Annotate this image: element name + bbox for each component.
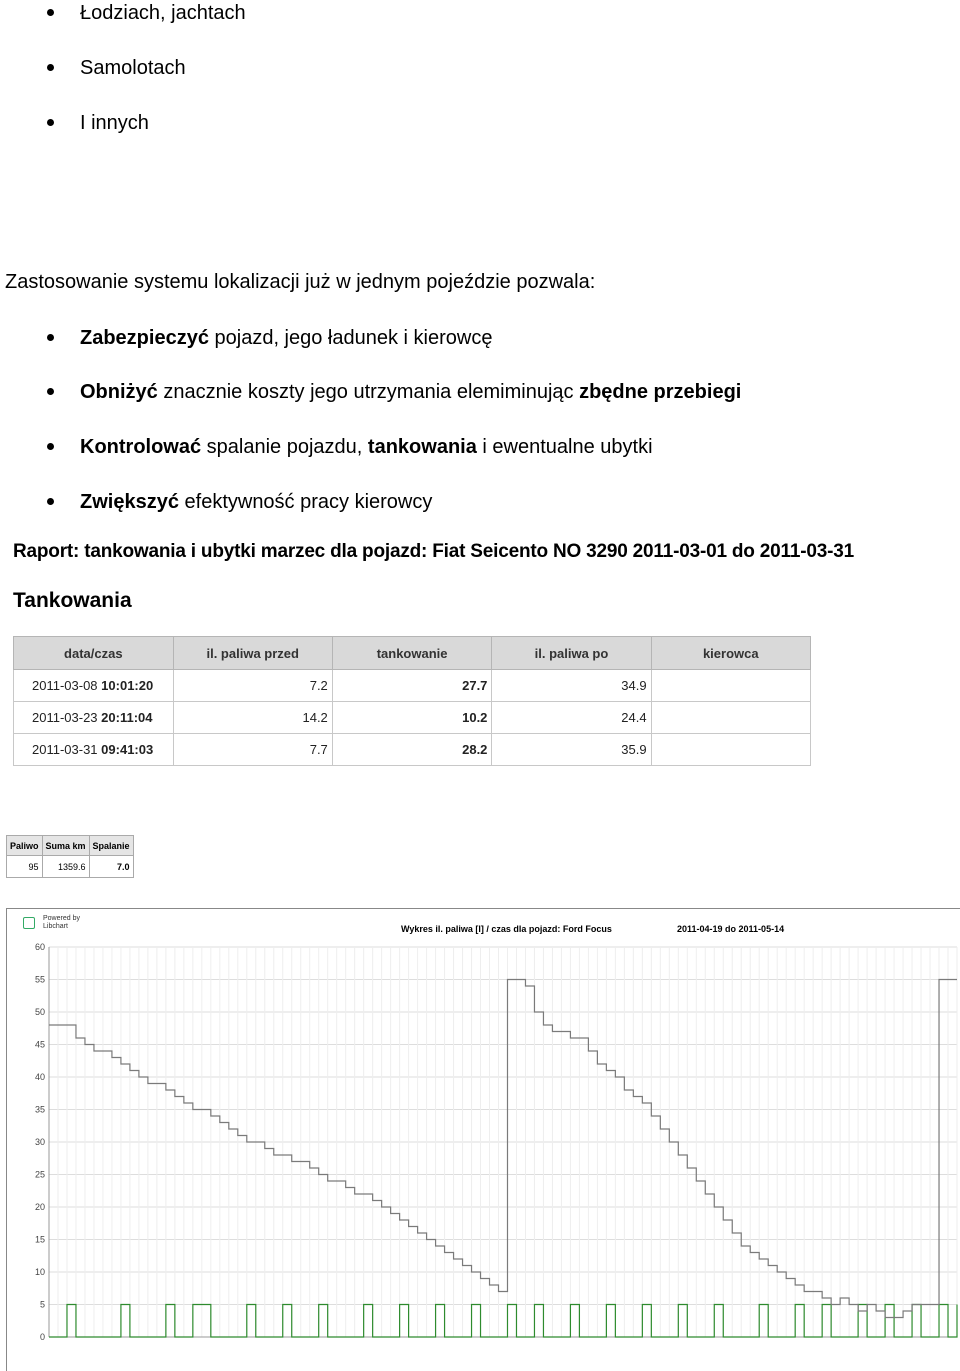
date: 2011-03-31 xyxy=(32,742,98,757)
summary-consumption-value: 7.0 xyxy=(117,861,130,872)
date-cell xyxy=(14,702,174,734)
intro-text: Zastosowanie systemu lokalizacji już w jednym pojeździe pozwala: xyxy=(5,271,596,293)
benefit-item xyxy=(80,326,492,350)
y-tick-label: 60 xyxy=(34,942,45,952)
benefit-text: pojazd, jego ładunek i kierowcę xyxy=(208,327,493,349)
series-line-refuel xyxy=(49,1305,957,1338)
benefit-item xyxy=(80,380,741,404)
y-tick-label: 25 xyxy=(34,1169,45,1180)
fuel-after-cell: 24.4 xyxy=(492,702,651,734)
y-tick-label: 30 xyxy=(34,1137,45,1147)
y-tick-label: 15 xyxy=(34,1234,45,1245)
column-header: tankowanie xyxy=(332,637,492,670)
summary-km: 1359.6 xyxy=(42,856,89,878)
benefit-verb: Zwiększyć xyxy=(80,491,179,513)
y-tick-label: 5 xyxy=(39,1299,45,1310)
driver-cell xyxy=(651,734,810,766)
series-line-fuel xyxy=(49,980,957,1318)
list-item: I innych xyxy=(80,112,149,134)
fuel-chart xyxy=(6,908,960,1371)
benefit-item xyxy=(80,490,432,514)
fuel-before-cell: 7.2 xyxy=(173,670,332,702)
refuel-cell xyxy=(332,702,492,734)
refuel-value: 28.2 xyxy=(462,742,488,757)
benefit-emphasis: zbędne przebiegi xyxy=(579,381,742,403)
report-title: Raport: tankowania i ubytki marzec dla pojazd: Fiat Seicento NO 3290 2011-03-01 do 2011-03-31 xyxy=(13,541,854,562)
chart-date-range: 2011-04-19 do 2011-05-14 xyxy=(677,924,785,934)
benefit-text-tail: i ewentualne ubytki xyxy=(476,436,653,458)
summary-row xyxy=(7,856,134,878)
column-header: data/czas xyxy=(14,637,174,670)
y-tick-label: 0 xyxy=(39,1332,45,1342)
benefit-item xyxy=(80,435,653,459)
summary-consumption xyxy=(89,856,133,878)
benefit-verb: Zabezpieczyć xyxy=(80,327,209,349)
table-row xyxy=(14,670,811,702)
date: 2011-03-23 xyxy=(32,710,98,725)
table-row xyxy=(14,734,811,766)
fuel-before-cell: 14.2 xyxy=(173,702,332,734)
refuel-cell xyxy=(332,734,492,766)
date: 2011-03-08 xyxy=(32,678,98,693)
summary-header-row xyxy=(7,836,134,856)
time: 20:11:04 xyxy=(101,710,153,725)
summary-header: Suma km xyxy=(42,836,89,856)
section-title: Tankowania xyxy=(13,589,132,612)
summary-table xyxy=(6,835,134,878)
benefit-text: spalanie pojazdu, xyxy=(201,436,368,458)
refuel-cell xyxy=(332,670,492,702)
summary-header: Spalanie xyxy=(89,836,133,856)
list-item: Łodziach, jachtach xyxy=(80,2,246,24)
benefit-text: znacznie koszty jego utrzymania elemiminując xyxy=(157,381,580,403)
date-cell xyxy=(14,670,174,702)
y-tick-label: 55 xyxy=(34,974,45,985)
list-item: Samolotach xyxy=(80,57,186,79)
table-header-row xyxy=(14,637,811,670)
refuel-table xyxy=(13,636,811,766)
fuel-after-cell: 34.9 xyxy=(492,670,651,702)
column-header: kierowca xyxy=(651,637,810,670)
column-header: il. paliwa przed xyxy=(173,637,332,670)
benefit-verb: Obniżyć xyxy=(80,381,158,403)
y-tick-label: 45 xyxy=(34,1039,45,1050)
date-cell xyxy=(14,734,174,766)
time: 10:01:20 xyxy=(101,678,154,693)
y-tick-label: 10 xyxy=(34,1267,45,1277)
fuel-after-cell: 35.9 xyxy=(492,734,651,766)
refuel-value: 10.2 xyxy=(462,710,488,725)
benefit-emphasis: tankowania xyxy=(367,436,477,458)
column-header: il. paliwa po xyxy=(492,637,651,670)
powered-label: Powered by xyxy=(43,915,80,922)
chart-plot xyxy=(7,909,960,1371)
driver-cell xyxy=(651,702,810,734)
fuel-before-cell: 7.7 xyxy=(173,734,332,766)
benefit-verb: Kontrolować xyxy=(80,436,202,458)
driver-cell xyxy=(651,670,810,702)
chart-title: Wykres il. paliwa [l] / czas dla pojazd: Ford Focus xyxy=(401,924,612,934)
y-tick-label: 20 xyxy=(34,1202,45,1212)
summary-fuel: 95 xyxy=(7,856,43,878)
time: 09:41:03 xyxy=(101,742,154,757)
y-tick-label: 35 xyxy=(34,1104,45,1115)
table-row xyxy=(14,702,811,734)
y-tick-label: 50 xyxy=(34,1007,45,1017)
library-label: Libchart xyxy=(43,923,68,930)
summary-header: Paliwo xyxy=(7,836,43,856)
y-tick-label: 40 xyxy=(34,1072,45,1082)
refuel-value: 27.7 xyxy=(462,678,488,693)
benefit-text: efektywność pracy kierowcy xyxy=(178,491,433,513)
